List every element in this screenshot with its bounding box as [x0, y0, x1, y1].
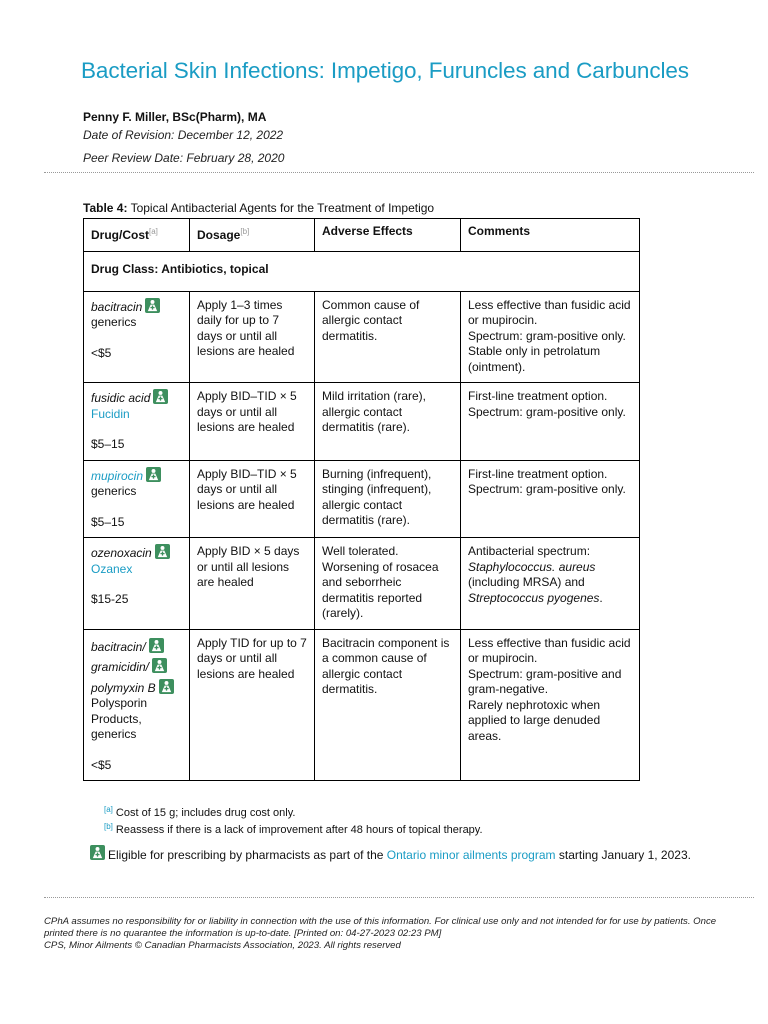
- adverse-effects-cell: Burning (infrequent), stinging (infrequent), allergic contact dermatitis (rare).: [315, 460, 461, 538]
- pharmacist-prescribing-icon: [146, 467, 161, 482]
- drug-name: bacitracin/: [91, 639, 146, 654]
- footnote-marker-b[interactable]: [b]: [104, 822, 113, 831]
- footnote-ref-a[interactable]: [a]: [149, 227, 158, 236]
- footnote-a: [a] Cost of 15 g; includes drug cost only.: [104, 805, 296, 819]
- drug-name: fusidic acid: [91, 391, 151, 405]
- ontario-minor-ailments-link[interactable]: Ontario minor ailments program: [386, 848, 556, 862]
- brand-link-ozanex[interactable]: Ozanex: [91, 561, 133, 576]
- table-row: [84, 383, 640, 461]
- dosage-cell: Apply BID–TID × 5 days or until all lesions are healed: [190, 383, 315, 461]
- pharmacist-prescribing-icon: [152, 658, 167, 673]
- brand-name: Polysporin Products, generics: [91, 696, 148, 741]
- pharmacist-prescribing-icon: [145, 298, 160, 313]
- drug-cell: [84, 629, 190, 781]
- footnote-marker-a[interactable]: [a]: [104, 805, 113, 814]
- drug-cost: <$5: [91, 345, 112, 360]
- brand-name: generics: [91, 484, 137, 498]
- comment-line: Spectrum: gram-positive only.: [468, 328, 626, 343]
- pharmacist-prescribing-icon: [90, 845, 105, 860]
- pharmacist-prescribing-icon: [159, 679, 174, 694]
- brand-link-fucidin[interactable]: Fucidin: [91, 406, 130, 421]
- adverse-effects-cell: Mild irritation (rare), allergic contact dermatitis (rare).: [315, 383, 461, 461]
- comment-line: Less effective than fusidic acid or mupirocin.: [468, 297, 631, 327]
- header-drug-cost: Drug/Cost[a]: [84, 219, 190, 252]
- table-row: [84, 538, 640, 630]
- footer: [44, 916, 724, 953]
- comment-line: Spectrum: gram-positive only.: [468, 482, 626, 496]
- adverse-effects-cell: Bacitracin component is a common cause of allergic contact dermatitis.: [315, 629, 461, 781]
- adverse-effects-cell: Common cause of allergic contact dermatitis.: [315, 291, 461, 383]
- drug-class-label: Drug Class: Antibiotics, topical: [84, 251, 640, 291]
- table-row: [84, 291, 640, 383]
- table-header-row: [84, 219, 640, 252]
- footer-copyright: CPS, Minor Ailments © Canadian Pharmacists Association, 2023. All rights reserved: [44, 940, 401, 952]
- footnote-ref-b[interactable]: [b]: [240, 227, 250, 236]
- comment-line: Stable only in petrolatum (ointment).: [468, 344, 601, 374]
- table-row: [84, 629, 640, 781]
- dosage-cell: Apply BID × 5 days or until all lesions are healed: [190, 538, 315, 630]
- comments-cell: [461, 460, 640, 538]
- antibacterial-table: [83, 218, 640, 781]
- comment-line: Rarely nephrotoxic when applied to large denuded areas.: [468, 697, 601, 743]
- drug-cell: [84, 460, 190, 538]
- drug-link-mupirocin[interactable]: mupirocin: [91, 468, 144, 483]
- author: Penny F. Miller, BSc(Pharm), MA: [83, 110, 267, 124]
- header-dosage: Dosage[b]: [190, 219, 315, 252]
- dosage-cell: Apply TID for up to 7 days or until all lesions are healed: [190, 629, 315, 781]
- pharmacist-prescribing-icon: [155, 544, 170, 559]
- comments-cell: [461, 629, 640, 781]
- footnote-b: [b] Reassess if there is a lack of improvement after 48 hours of topical therapy.: [104, 822, 483, 836]
- eligibility-note: Eligible for prescribing by pharmacists as part of the Ontario minor ailments program starting January 1, 2023.: [90, 845, 691, 862]
- drug-name: bacitracin: [91, 299, 143, 314]
- drug-cost: <$5: [91, 757, 112, 772]
- drug-name: polymyxin B: [91, 680, 156, 695]
- comment-line: First-line treatment option.: [468, 466, 608, 481]
- comment-line: First-line treatment option.: [468, 389, 608, 403]
- drug-name: gramicidin/: [91, 660, 150, 674]
- comments-cell: [461, 291, 640, 383]
- footer-divider: [44, 897, 754, 898]
- drug-cost: $15-25: [91, 592, 129, 606]
- drug-cost: $5–15: [91, 514, 125, 529]
- adverse-effects-cell: Well tolerated. Worsening of rosacea and seborrheic dermatitis reported (rarely).: [315, 538, 461, 630]
- header-adverse-effects: Adverse Effects: [315, 219, 461, 252]
- pharmacist-prescribing-icon: [153, 389, 168, 404]
- dosage-cell: Apply 1–3 times daily for up to 7 days or until all lesions are healed: [190, 291, 315, 383]
- dosage-cell: Apply BID–TID × 5 days or until all lesions are healed: [190, 460, 315, 538]
- comments-cell: [461, 383, 640, 461]
- footer-disclaimer: CPhA assumes no responsibility for or liability in connection with the use of this information. For clinical use only and not intended for for use by patients. Once printed there is no quarantee the information is up-to-date. [Printed on: 04-27-2023 02:23 PM]: [44, 916, 717, 940]
- comment-line: Spectrum: gram-positive only.: [468, 404, 626, 419]
- header-comments: Comments: [461, 219, 640, 252]
- drug-cost: $5–15: [91, 437, 125, 451]
- drug-name: ozenoxacin: [91, 546, 152, 560]
- revision-date: Date of Revision: December 12, 2022: [83, 128, 284, 142]
- comment-line: Spectrum: gram-positive and gram-negative.: [468, 666, 622, 696]
- pharmacist-prescribing-icon: [149, 638, 164, 653]
- table-caption: Table 4: Topical Antibacterial Agents for the Treatment of Impetigo: [83, 201, 435, 215]
- header-divider: [44, 172, 754, 173]
- comments-cell: Antibacterial spectrum: Staphylococcus. aureus (including MRSA) and Streptococcus pyogenes.: [461, 538, 640, 630]
- brand-name: generics: [91, 315, 137, 329]
- page-title: Bacterial Skin Infections: Impetigo, Furuncles and Carbuncles: [81, 58, 689, 83]
- drug-class-row: [84, 251, 640, 291]
- drug-cell: [84, 291, 190, 383]
- peer-review-date: Peer Review Date: February 28, 2020: [83, 151, 285, 165]
- drug-cell: [84, 538, 190, 630]
- table-row: [84, 460, 640, 538]
- drug-cell: [84, 383, 190, 461]
- comment-line: Less effective than fusidic acid or mupirocin.: [468, 635, 631, 665]
